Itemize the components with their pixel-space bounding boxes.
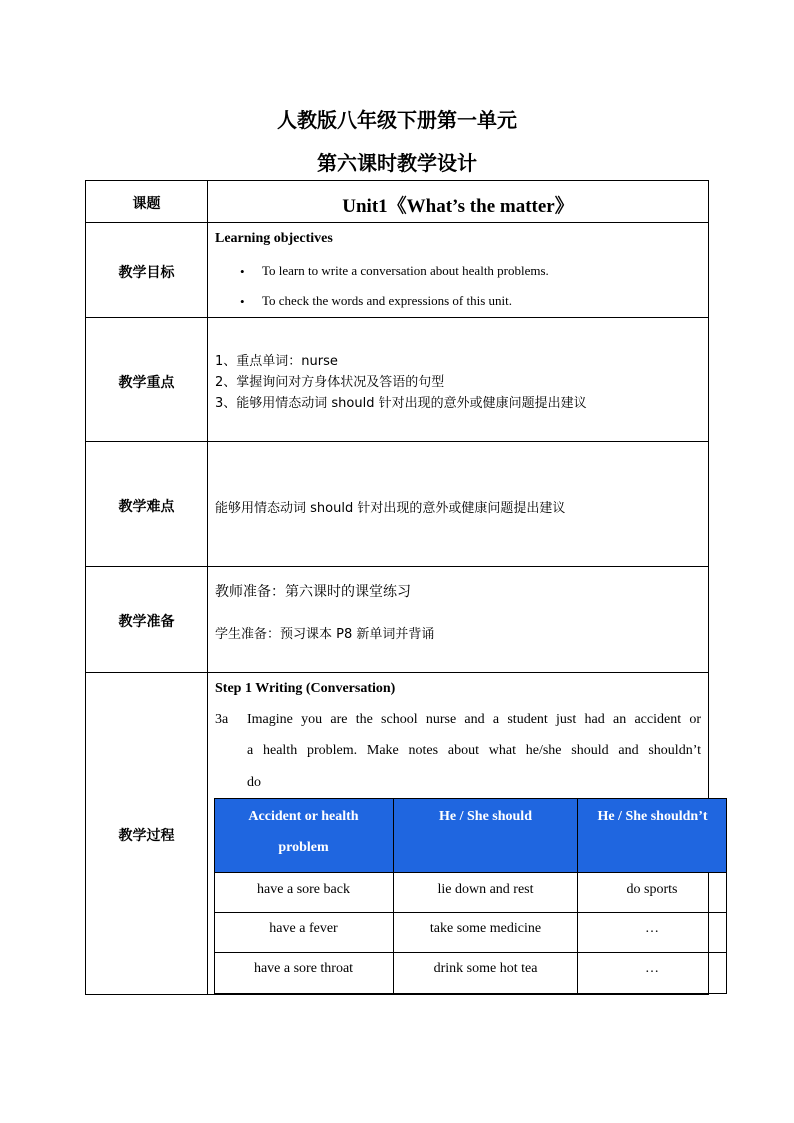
key-point-item: 1、重点单词：nurse [215, 354, 338, 369]
key-point-item: 3、能够用情态动词 should 针对出现的意外或健康问题提出建议 [215, 396, 587, 411]
table-cell: do sports [626, 882, 678, 897]
table-cell: take some medicine [429, 921, 542, 936]
table-cell: … [645, 961, 659, 976]
notes-table [214, 798, 727, 994]
difficulties-label: 教学难点 [118, 499, 175, 515]
table-border [214, 993, 727, 994]
document-subtitle: 第六课时教学设计 [317, 151, 477, 175]
row-divider [85, 441, 709, 442]
row-divider [85, 317, 709, 318]
table-cell: have a sore back [257, 882, 350, 897]
table-cell: have a fever [269, 921, 338, 936]
table-border [214, 872, 727, 873]
task-number: 3a [215, 712, 229, 727]
topic-label: 课题 [132, 196, 161, 212]
table-border [726, 798, 727, 994]
row-divider [85, 222, 709, 223]
key-point-item: 2、掌握询问对方身体状况及答语的句型 [215, 375, 445, 390]
bullet-icon: • [240, 264, 245, 279]
teacher-preparation: 教师准备：第六课时的课堂练习 [215, 584, 411, 600]
preparation-label: 教学准备 [118, 614, 175, 630]
header-shouldnt: He / She shouldn’t [578, 798, 727, 872]
table-cell: lie down and rest [437, 882, 534, 897]
header-should: He / She should [394, 798, 577, 872]
document-title: 人教版八年级下册第一单元 [277, 108, 517, 132]
key-points-label: 教学重点 [118, 375, 175, 391]
table-cell: have a sore throat [253, 961, 354, 976]
table-border [214, 798, 727, 799]
task-instruction: Imagine you are the school nurse and a student just had an accident or [247, 712, 701, 727]
column-divider [207, 180, 208, 995]
table-cell: … [645, 921, 659, 936]
row-divider [85, 566, 709, 567]
objectives-label: 教学目标 [118, 265, 175, 281]
process-label: 教学过程 [118, 828, 175, 844]
task-instruction: do [247, 775, 261, 790]
bullet-icon: • [240, 294, 245, 309]
table-cell: drink some hot tea [433, 961, 538, 976]
row-divider [85, 672, 709, 673]
objectives-heading: Learning objectives [215, 231, 333, 246]
unit-title: Unit1《What’s the matter》 [342, 196, 574, 217]
table-border [214, 952, 727, 953]
table-border [214, 912, 727, 913]
step-heading: Step 1 Writing (Conversation) [215, 681, 396, 696]
objective-item: To learn to write a conversation about health problems. [262, 263, 549, 278]
student-preparation: 学生准备：预习课本 P8 新单词并背诵 [215, 627, 435, 642]
difficulties-text: 能够用情态动词 should 针对出现的意外或健康问题提出建议 [215, 501, 566, 516]
header-accident: Accident or health problem [214, 798, 393, 872]
objective-item: To check the words and expressions of this unit. [262, 293, 513, 308]
task-instruction: a health problem. Make notes about what he/she should and shouldn’t [247, 743, 701, 758]
